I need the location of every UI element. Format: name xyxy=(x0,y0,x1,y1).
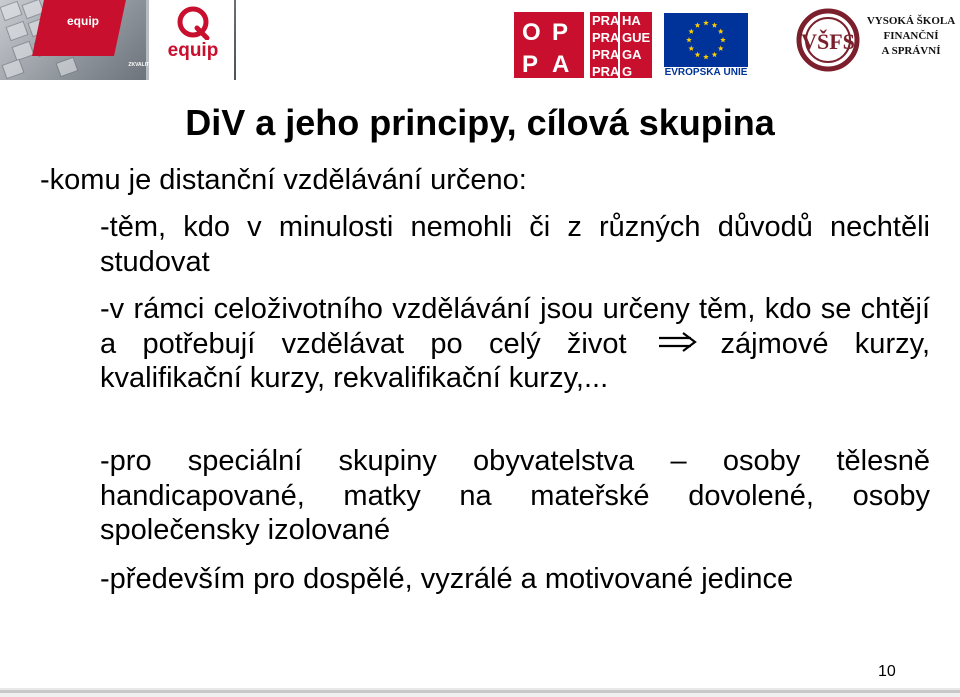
praha-syllable: G xyxy=(622,64,633,78)
bullet-2-text-before-arrow: -v rámci celoživotního vzdělávání jsou určeny těm, kdo se chtějí a potřebují vzdělávat po celý život xyxy=(100,293,930,360)
eu-caption: EVROPSKÁ UNIE xyxy=(664,67,748,78)
bullet-paragraph-3: -pro speciální skupiny obyvatelstva – osoby tělesně handicapované, matky na mateřské dovolené, osoby společensky izolované xyxy=(100,445,930,546)
oppa-letter: P xyxy=(552,19,569,46)
praha-syllable: PRA xyxy=(592,64,620,78)
slide-title: DiV a jeho principy, cílová skupina xyxy=(185,102,775,143)
lead-line: -komu je distanční vzdělávání určeno: xyxy=(40,164,527,196)
equip-red-key xyxy=(32,0,126,56)
vsfs-name-line-2: FINANČNÍ xyxy=(883,30,939,42)
oppa-praha-logo xyxy=(514,12,652,78)
praha-syllable: PRA xyxy=(592,30,620,45)
equip-q-icon xyxy=(149,0,236,40)
equip-logo-text: equip xyxy=(167,40,219,61)
page-number: 10 xyxy=(878,663,896,680)
vsfs-name-line-1: VYSOKÁ ŠKOLA xyxy=(866,15,956,27)
vsfs-logo xyxy=(796,8,860,72)
vsfs-school-name xyxy=(864,14,958,59)
oppa-letter: O xyxy=(522,19,541,46)
oppa-letter: A xyxy=(552,51,570,78)
implies-arrow-icon xyxy=(657,327,699,362)
bullet-paragraph-4: -především pro dospělé, vyzrálé a motivované jedince xyxy=(100,563,794,595)
equip-subtitle: ZKVALITNĚNÍ VÝUKY V KOMBINOVANÉM STUDIU PROJEKT VŠFS xyxy=(128,62,228,74)
praha-syllable: HA xyxy=(622,13,641,28)
praha-syllable: GUE xyxy=(622,30,651,45)
praha-syllable: PRA xyxy=(592,13,620,28)
equip-banner xyxy=(0,0,236,80)
bullet-2-text-after-arrow: zájmové kurzy, kvalifikační kurzy, rekvalifikační kurzy,... xyxy=(100,327,931,394)
oppa-letter: P xyxy=(522,51,539,78)
footer-rule xyxy=(0,688,960,697)
bullet-paragraph-1: -těm, kdo v minulosti nemohli či z různých důvodů nechtěli studovat xyxy=(100,211,930,278)
svg-text:VŠFS: VŠFS xyxy=(801,29,855,54)
bullet-paragraph-2 xyxy=(100,292,930,396)
equip-small-logo: equip xyxy=(67,14,99,28)
praha-syllable: GA xyxy=(622,47,642,62)
header-logo-strip xyxy=(0,0,960,82)
vsfs-name-line-3: A SPRÁVNÍ xyxy=(881,45,941,57)
praha-syllable: PRA xyxy=(592,47,620,62)
